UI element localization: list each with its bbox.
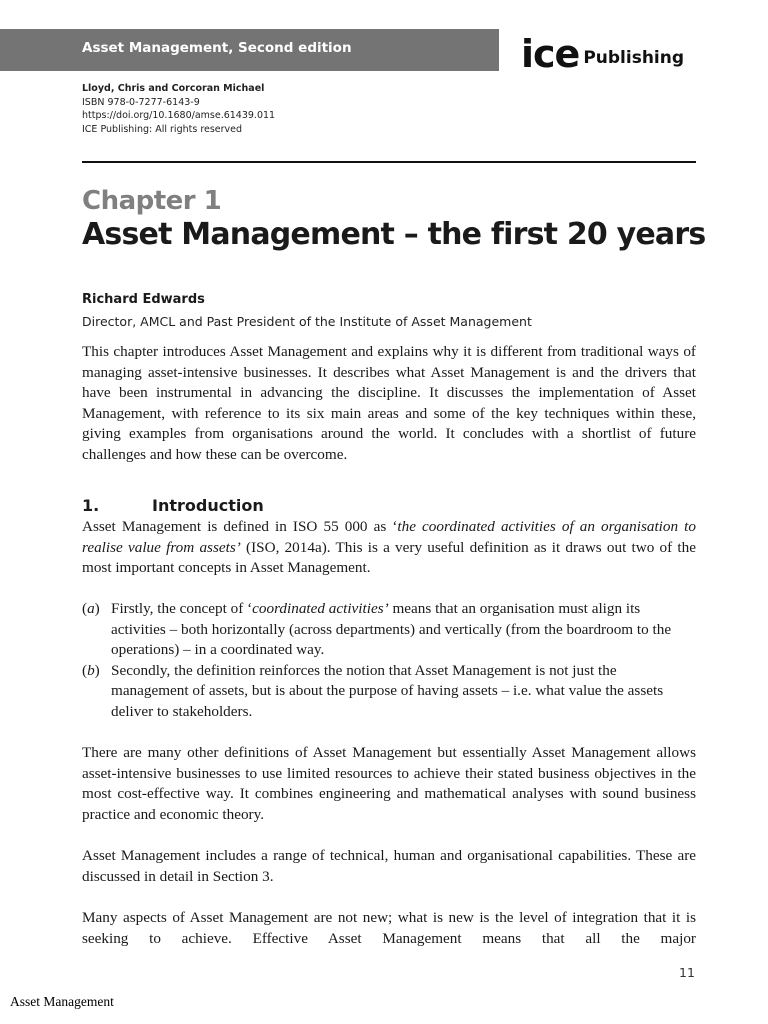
header-banner <box>0 29 499 71</box>
footer-label: Asset Management <box>10 994 114 1009</box>
section-heading <box>82 496 264 515</box>
intro-quote: the coordinated activities of an organisation to realise value from assets’ <box>82 518 696 556</box>
list-marker-a: (a) <box>82 600 100 617</box>
abstract-paragraph: This chapter introduces Asset Management and explains why it is different from traditional ways of managing asset-intensive businesses. It describes what Asset Management is and the drivers that have been instrumental in advancing the discipline. It discusses the implementation of Asset Management, with reference to its six main areas and some of the key techniques within these, giving examples from organisations around the world. It concludes with a shortlist of future challenges and how these can be overcome. <box>82 343 696 463</box>
chapter-label: Chapter 1 <box>82 186 222 216</box>
rights-statement: ICE Publishing: All rights reserved <box>82 123 243 135</box>
page-number: 11 <box>679 965 695 980</box>
body-paragraph-4: Many aspects of Asset Management are not new; what is new is the level of integration that it is seeking to achieve. Effective Asset Management means that all the major <box>82 909 696 947</box>
book-title: Asset Management, Second edition <box>82 40 352 56</box>
intro-text-end: (ISO, 2014a). This is a very useful definition as it draws out two of the most important concepts in Asset Management. <box>82 538 696 576</box>
author-role: Director, AMCL and Past President of the Institute of Asset Management <box>82 314 532 329</box>
list-item-b <box>82 661 696 723</box>
body-paragraph-3: Asset Management includes a range of technical, human and organisational capabilities. These are discussed in detail in Section 3. <box>82 847 696 885</box>
logo-mark: ice <box>521 32 580 76</box>
list-marker-b: (b) <box>82 661 100 679</box>
ice-publishing-logo <box>521 34 684 74</box>
book-metadata <box>82 82 275 136</box>
list-a-end: means that an organisation must align its activities – both horizontally (across departments) and vertically (from the boardroom to the operations) – in a coordinated way. <box>111 600 672 658</box>
intro-paragraph <box>82 517 696 579</box>
section-title: Introduction <box>152 496 264 515</box>
section-number: 1. <box>82 496 100 515</box>
logo-word: Publishing <box>583 48 685 68</box>
isbn: ISBN 978-0-7277-6143-9 <box>82 96 200 108</box>
list-b-text: Secondly, the definition reinforces the notion that Asset Management is not just the management of assets, but is about the purpose of having assets – i.e. what value the assets deliver to stakeholders. <box>111 661 664 720</box>
chapter-title: Asset Management – the first 20 years <box>82 217 706 252</box>
book-authors: Lloyd, Chris and Corcoran Michael <box>82 83 265 94</box>
doi-link[interactable]: https://doi.org/10.1680/amse.61439.011 <box>82 110 276 121</box>
definition-list <box>82 599 696 722</box>
body-paragraph-2: There are many other definitions of Asset Management but essentially Asset Management allows asset-intensive businesses to use limited resources to achieve their stated business objectives in the most cost-effective way. It combines engineering and mathematical analyses with sound business practice and economic theory. <box>82 744 696 823</box>
list-a-quote: coordinated activities’ <box>252 600 389 617</box>
chapter-author: Richard Edwards <box>82 292 205 307</box>
intro-text-start: Asset Management is defined in ISO 55 000 as ‘ <box>82 518 398 535</box>
divider-rule <box>82 161 696 163</box>
list-a-start: Firstly, the concept of ‘ <box>111 600 253 617</box>
list-item-a <box>82 599 696 661</box>
